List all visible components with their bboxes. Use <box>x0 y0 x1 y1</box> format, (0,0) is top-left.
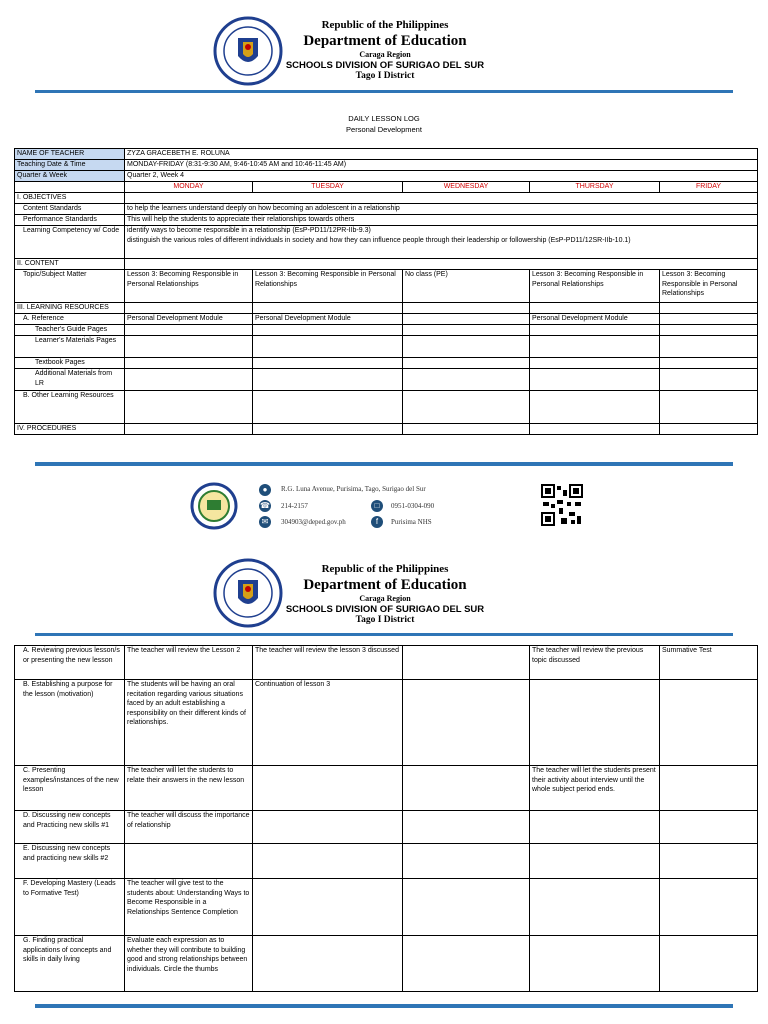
procedure-tuesday <box>253 936 403 992</box>
footer-email: 304903@deped.gov.ph <box>281 518 346 526</box>
procedure-wednesday <box>403 844 530 879</box>
procedure-monday: Evaluate each expression as to whether they will contribute to building good and strong relationships between individuals. Circle the thumbs <box>125 936 253 992</box>
procedure-label: C. Presenting examples/instances of the new lesson <box>15 766 125 811</box>
procedure-wednesday <box>403 811 530 844</box>
procedure-thursday: The teacher will let the students present their activity about interview until the whole subject period ends. <box>530 766 660 811</box>
topic-monday: Lesson 3: Becoming Responsible in Personal Relationships <box>125 270 253 303</box>
procedure-tuesday <box>253 879 403 936</box>
facebook-icon: f <box>371 516 383 528</box>
procedure-row <box>15 844 758 879</box>
bottom-divider <box>35 1004 733 1008</box>
daily-lesson-log-title: DAILY LESSON LOG <box>348 114 420 123</box>
content-standards-label: Content Standards <box>15 204 125 215</box>
republic-line: Republic of the Philippines <box>321 19 449 31</box>
procedure-label: B. Establishing a purpose for the lesson (motivation) <box>15 680 125 766</box>
procedure-row <box>15 766 758 811</box>
procedure-friday <box>660 680 758 766</box>
procedure-row <box>15 680 758 766</box>
school-seal-icon <box>190 482 238 530</box>
objectives-heading: I. OBJECTIVES <box>15 193 125 204</box>
footer-address: R.G. Luna Avenue, Purisima, Tago, Surigao del Sur <box>281 485 426 493</box>
topic-thursday: Lesson 3: Becoming Responsible in Personal Relationships <box>530 270 660 303</box>
procedure-row <box>15 811 758 844</box>
performance-standards-label: Performance Standards <box>15 215 125 226</box>
quarter-label: Quarter & Week <box>15 171 125 182</box>
procedures-table <box>14 645 758 992</box>
footer-phone: 214-2157 <box>281 502 308 510</box>
competency-1: identify ways to become responsible in a relationship (EsP-PD11/12PR-IIb-9.3) <box>127 227 371 234</box>
procedure-thursday <box>530 811 660 844</box>
subject-title: Personal Development <box>346 125 422 134</box>
procedure-tuesday <box>253 811 403 844</box>
division-line: SCHOOLS DIVISION OF SURIGAO DEL SUR <box>285 60 485 71</box>
mobile-icon: □ <box>371 500 383 512</box>
topic-label: Topic/Subject Matter <box>15 270 125 303</box>
procedure-tuesday: Continuation of lesson 3 <box>253 680 403 766</box>
procedure-thursday: The teacher will review the previous topic discussed <box>530 646 660 680</box>
learners-materials-label: Learner's Materials Pages <box>15 336 125 358</box>
procedure-friday <box>660 844 758 879</box>
procedure-wednesday <box>403 646 530 680</box>
header-divider <box>35 90 733 93</box>
department-title: Department of Education <box>303 577 467 593</box>
content-heading: II. CONTENT <box>15 259 125 270</box>
district-line: Tago I District <box>355 615 415 625</box>
performance-standards: This will help the students to appreciate their relationships towards others <box>125 215 758 226</box>
procedure-tuesday <box>253 766 403 811</box>
footer-facebook: Purisima NHS <box>391 518 432 526</box>
procedure-thursday <box>530 844 660 879</box>
lesson-log-table <box>14 148 758 435</box>
email-icon: ✉ <box>259 516 271 528</box>
procedure-thursday <box>530 680 660 766</box>
procedure-thursday <box>530 936 660 992</box>
reference-monday: Personal Development Module <box>125 314 253 325</box>
procedure-friday <box>660 936 758 992</box>
procedure-label: A. Reviewing previous lesson/s or presenting the new lesson <box>15 646 125 680</box>
procedure-row <box>15 936 758 992</box>
day-tuesday: TUESDAY <box>253 182 403 193</box>
topic-wednesday: No class (PE) <box>403 270 530 303</box>
procedure-tuesday: The teacher will review the lesson 3 discussed <box>253 646 403 680</box>
procedure-monday: The teacher will give test to the students about: Understanding Ways to Become Responsible in a Relationships Sentence Completion <box>125 879 253 936</box>
teacher-name: ZYZA GRACEBETH E. ROLUNA <box>125 149 758 160</box>
procedure-friday: Summative Test <box>660 646 758 680</box>
division-line: SCHOOLS DIVISION OF SURIGAO DEL SUR <box>285 604 485 615</box>
region-line: Caraga Region <box>359 594 411 603</box>
content-standards: to help the learners understand deeply on how becoming an adolescent in a relationship <box>125 204 758 215</box>
resources-heading: III. LEARNING RESOURCES <box>15 303 125 314</box>
day-wednesday: WEDNESDAY <box>403 182 530 193</box>
procedure-wednesday <box>403 879 530 936</box>
log-title <box>0 113 768 135</box>
procedure-label: D. Discussing new concepts and Practicing new skills #1 <box>15 811 125 844</box>
day-friday: FRIDAY <box>660 182 758 193</box>
procedures-heading: IV. PROCEDURES <box>15 424 125 435</box>
quarter-week: Quarter 2, Week 4 <box>125 171 758 182</box>
textbook-label: Textbook Pages <box>15 358 125 369</box>
procedure-monday <box>125 844 253 879</box>
school-footer <box>0 476 768 536</box>
topic-friday: Lesson 3: Becoming Responsible in Personal Relationships <box>660 270 758 303</box>
department-title: Department of Education <box>303 33 467 49</box>
procedure-wednesday <box>403 680 530 766</box>
procedure-friday <box>660 811 758 844</box>
letterhead-top <box>0 14 768 94</box>
additional-materials-label: Additional Materials from LR <box>15 369 125 391</box>
procedure-label: G. Finding practical applications of concepts and skills in daily living <box>15 936 125 992</box>
procedure-friday <box>660 879 758 936</box>
procedure-thursday <box>530 879 660 936</box>
day-monday: MONDAY <box>125 182 253 193</box>
teacher-label: NAME OF TEACHER <box>15 149 125 160</box>
teachers-guide-label: Teacher's Guide Pages <box>15 325 125 336</box>
day-thursday: THURSDAY <box>530 182 660 193</box>
procedure-monday: The students will be having an oral recitation regarding various situations faced by an adult establishing a responsibility on their different kinds of relationships. <box>125 680 253 766</box>
reference-tuesday: Personal Development Module <box>253 314 403 325</box>
letterhead-second-page <box>0 556 768 636</box>
procedure-row <box>15 646 758 680</box>
location-icon: ● <box>259 484 271 496</box>
footer-divider <box>35 462 733 466</box>
republic-line: Republic of the Philippines <box>321 563 449 575</box>
footer-mobile: 0951-0304-090 <box>391 502 435 510</box>
procedure-monday: The teacher will discuss the importance of relationship <box>125 811 253 844</box>
procedure-label: F. Developing Mastery (Leads to Formative Test) <box>15 879 125 936</box>
procedure-wednesday <box>403 936 530 992</box>
procedure-monday: The teacher will review the Lesson 2 <box>125 646 253 680</box>
region-line: Caraga Region <box>359 50 411 59</box>
competency-2: distinguish the various roles of different individuals in society and how they can influence people through their leadership or followership (EsP-PD11/12SR-IIb-10.1) <box>127 236 631 244</box>
date-label: Teaching Date & Time <box>15 160 125 171</box>
procedure-wednesday <box>403 766 530 811</box>
phone-icon: ☎ <box>260 501 270 510</box>
header-divider <box>35 633 733 636</box>
procedure-monday: The teacher will let the students to relate their answers in the new lesson <box>125 766 253 811</box>
teaching-date: MONDAY-FRIDAY (8:31-9:30 AM, 9:46-10:45 AM and 10:46-11:45 AM) <box>125 160 758 171</box>
procedure-tuesday <box>253 844 403 879</box>
procedure-label: E. Discussing new concepts and practicing new skills #2 <box>15 844 125 879</box>
procedure-row <box>15 879 758 936</box>
reference-thursday: Personal Development Module <box>530 314 660 325</box>
competency-label: Learning Competency w/ Code <box>15 226 125 259</box>
topic-tuesday: Lesson 3: Becoming Responsible in Personal Relationships <box>253 270 403 303</box>
other-resources-label: B. Other Learning Resources <box>15 391 125 424</box>
procedure-friday <box>660 766 758 811</box>
district-line: Tago I District <box>355 71 415 81</box>
reference-label: A. Reference <box>15 314 125 325</box>
qr-code-icon <box>541 484 583 526</box>
